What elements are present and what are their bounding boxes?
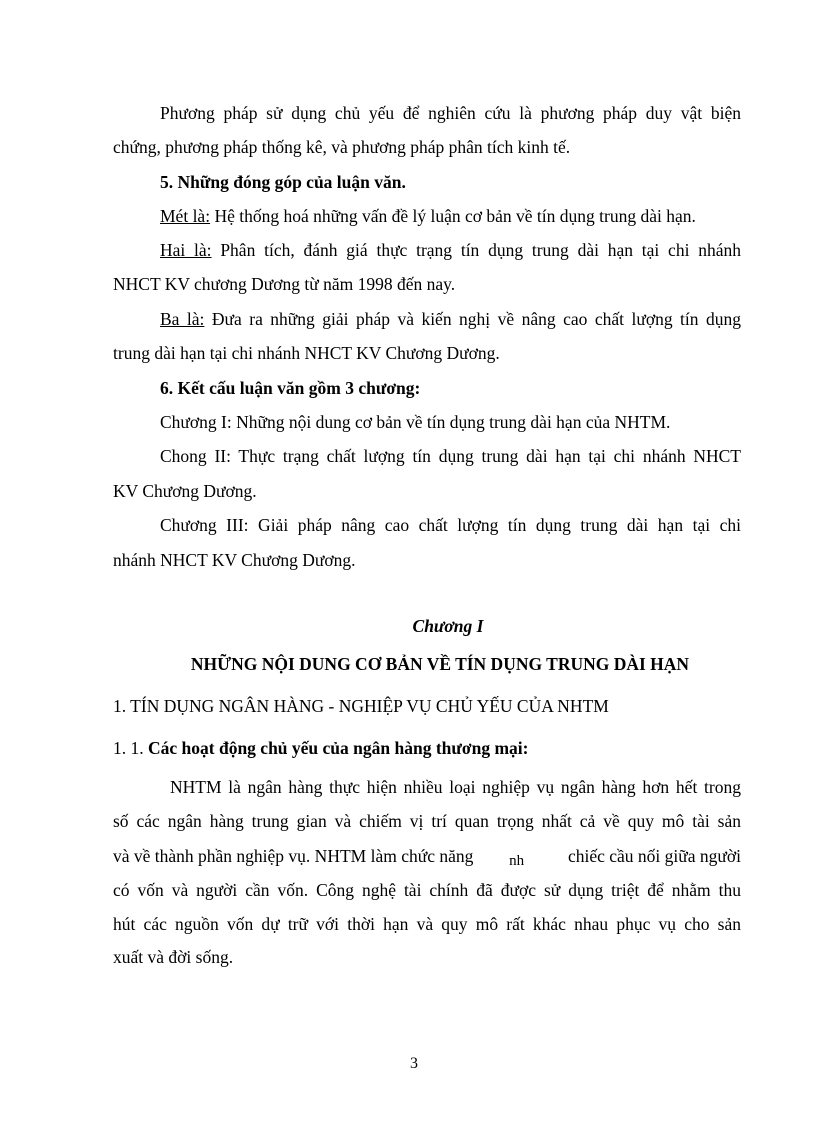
body-line-3-subscript: nh (509, 853, 525, 869)
body-line-3-part-b: chiếc cầu nối giữa người (567, 846, 741, 866)
structure-chapter-1: Chương I: Những nội dung cơ bản về tín dụng trung dài hạn của NHTM. (160, 412, 671, 432)
chapter-title: NHỮNG NỘI DUNG CƠ BẢN VỀ TÍN DỤNG TRUNG DÀI HẠN (190, 654, 690, 674)
contribution-item-1 (160, 205, 741, 227)
contribution-item-1-text: Hệ thống hoá những vấn đề lý luận cơ bản về tín dụng trung dài hạn. (210, 206, 696, 226)
subsection-1-1-title: Các hoạt động chủ yếu của ngân hàng thương mại: (148, 738, 529, 758)
contribution-item-3-line-1 (160, 308, 741, 330)
contribution-item-3-text: Đưa ra những giải pháp và kiến nghị về nâng cao chất lượng tín dụng (204, 309, 741, 329)
body-line-5: hút các nguồn vốn dự trữ với thời hạn và quy mô rất khác nhau phục vụ cho sản (113, 914, 741, 934)
method-line-2: chứng, phương pháp thống kê, và phương pháp phân tích kinh tế. (113, 137, 571, 157)
body-line-2: số các ngân hàng trung gian và chiếm vị trí quan trọng nhất cả về quy mô tài sản (113, 811, 741, 831)
structure-chapter-3-line-2: nhánh NHCT KV Chương Dương. (113, 550, 356, 570)
page-number: 3 (410, 1055, 418, 1072)
method-line-1: Phương pháp sử dụng chủ yếu để nghiên cứu là phương pháp duy vật biện (160, 103, 741, 123)
subsection-1-1-number: 1. 1. (113, 738, 148, 758)
subsection-1-1-heading (113, 737, 741, 759)
subsection-1-heading: 1. TÍN DỤNG NGÂN HÀNG - NGHIỆP VỤ CHỦ YẾU CỦA NHTM (113, 696, 609, 716)
body-line-3 (113, 845, 741, 867)
contribution-item-1-label: Mét là: (160, 206, 211, 226)
body-line-1: NHTM là ngân hàng thực hiện nhiều loại nghiệp vụ ngân hàng hơn hết trong (170, 777, 741, 797)
structure-chapter-3-line-1: Chương III: Giải pháp nâng cao chất lượng tín dụng trung dài hạn tại chi (160, 515, 741, 535)
body-line-6: xuất và đời sống. (113, 947, 234, 967)
chapter-label: Chương I (412, 616, 484, 636)
contribution-item-3-line-2: trung dài hạn tại chi nhánh NHCT KV Chương Dương. (113, 343, 500, 363)
structure-chapter-2-line-2: KV Chương Dương. (113, 481, 257, 501)
section-6-heading: 6. Kết cấu luận văn gồm 3 chương: (160, 378, 421, 398)
contribution-item-2-label: Hai là: (160, 240, 212, 260)
body-line-3-part-a: và về thành phần nghiệp vụ. NHTM làm chức năng (113, 846, 474, 866)
section-5-heading: 5. Những đóng góp của luận văn. (160, 172, 406, 192)
structure-chapter-2-line-1: Chong II: Thực trạng chất lượng tín dụng trung dài hạn tại chi nhánh NHCT (160, 446, 741, 466)
contribution-item-2-line-2: NHCT KV chương Dương từ năm 1998 đến nay. (113, 274, 456, 294)
contribution-item-2-line-1 (160, 239, 741, 261)
contribution-item-3-label: Ba là: (160, 309, 205, 329)
body-line-4: có vốn và người cần vốn. Công nghệ tài chính đã được sử dụng triệt để nhằm thu (113, 880, 741, 900)
contribution-item-2-text: Phân tích, đánh giá thực trạng tín dụng trung dài hạn tại chi nhánh (211, 240, 741, 260)
